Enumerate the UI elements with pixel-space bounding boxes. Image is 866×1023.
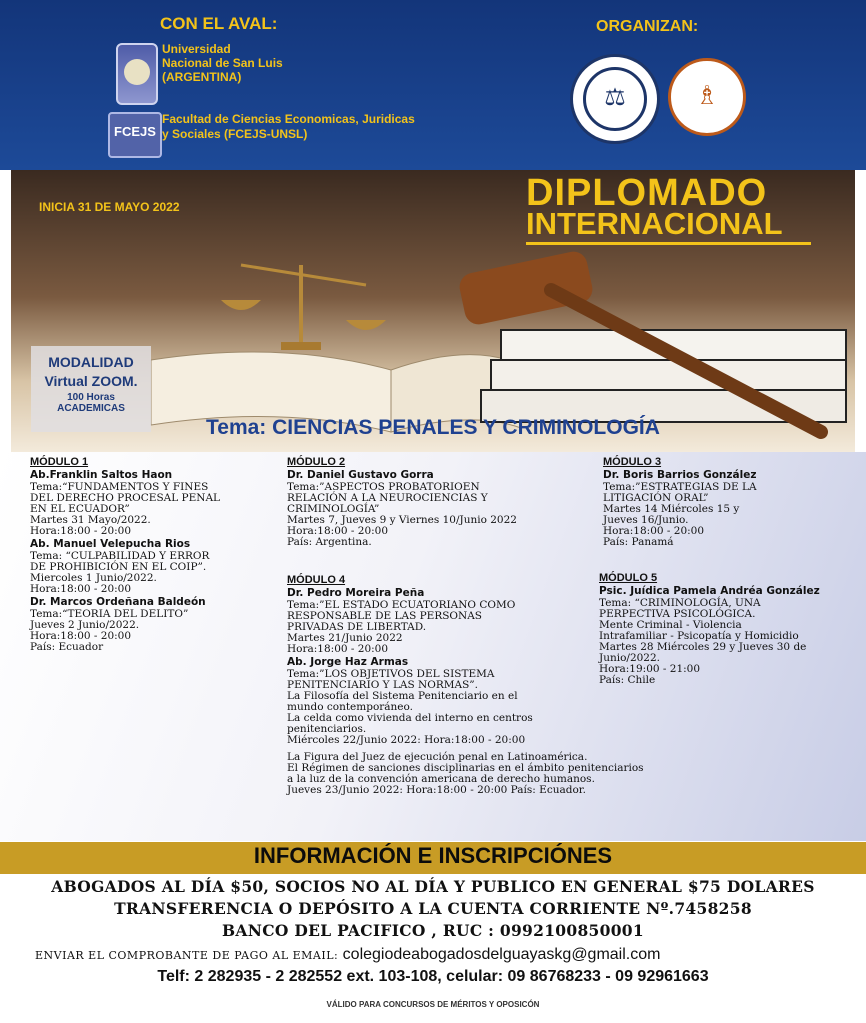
title-diplomado: DIPLOMADO bbox=[526, 172, 768, 214]
course-topic: Tema: CIENCIAS PENALES Y CRIMINOLOGÍA bbox=[206, 416, 660, 439]
speaker-name: Ab.Franklin Saltos Haon bbox=[30, 469, 173, 481]
session-detail: Hora:18:00 - 20:00 bbox=[30, 525, 132, 537]
fcejs-line: y Sociales (FCEJS-UNSL) bbox=[162, 127, 308, 141]
session-detail: RESPONSABLE DE LAS PERSONAS bbox=[287, 610, 482, 622]
unsl-line: Universidad bbox=[162, 42, 231, 56]
session-detail: País: Argentina. bbox=[287, 536, 372, 548]
session-detail: Jueves 23/Junio 2022: Hora:18:00 - 20:00 País: Ecuador. bbox=[287, 784, 586, 796]
start-date: INICIA 31 DE MAYO 2022 bbox=[39, 200, 180, 214]
session-detail: El Régimen de sanciones disciplinarias en el ámbito penitenciarios bbox=[287, 762, 644, 774]
module-title: MÓDULO 4 bbox=[287, 574, 346, 586]
session-detail: mundo contemporáneo. bbox=[287, 701, 413, 713]
session-detail: Jueves 16/Junio. bbox=[603, 514, 689, 526]
session-detail: Mente Criminal - Violencia bbox=[599, 619, 742, 631]
session-detail: Martes 28 Miércoles 29 y Jueves 30 de bbox=[599, 641, 807, 653]
info-title: INFORMACIÓN E INSCRIPCIÓNES bbox=[253, 843, 613, 868]
session-detail: PRIVADAS DE LIBERTAD. bbox=[287, 621, 427, 633]
modality-mode: Virtual ZOOM. bbox=[44, 373, 138, 389]
module-title: MÓDULO 5 bbox=[599, 572, 658, 584]
unsl-line: Nacional de San Luis bbox=[162, 56, 283, 70]
modality-hours: 100 Horas bbox=[67, 392, 115, 403]
module-title: MÓDULO 3 bbox=[603, 456, 662, 468]
session-detail: La Figura del Juez de ejecución penal en Latinoamérica. bbox=[287, 751, 588, 763]
colegio-abogados-seal bbox=[570, 54, 660, 144]
session-detail: Junio/2022. bbox=[599, 652, 661, 664]
bank-account-line: TRANSFERENCIA O DEPÓSITO A LA CUENTA CORRIENTE Nº.7458258 bbox=[114, 899, 752, 918]
speaker-name: Ab. Jorge Haz Armas bbox=[287, 656, 409, 668]
session-detail: Intrafamiliar - Psicopatía y Homicidio bbox=[599, 630, 799, 642]
session-detail: La celda como vivienda del interno en centros bbox=[287, 712, 533, 724]
speaker-name: Dr. Daniel Gustavo Gorra bbox=[287, 469, 434, 481]
organizers-title: ORGANIZAN: bbox=[596, 18, 699, 35]
session-detail: RELACIÓN A LA NEUROCIENCIAS Y bbox=[287, 492, 488, 504]
validity-note: VÁLIDO PARA CONCURSOS DE MÉRITOS Y OPOSICÓN bbox=[326, 1000, 540, 1009]
session-detail: Martes 31 Mayo/2022. bbox=[30, 514, 151, 526]
session-detail: Hora:18:00 - 20:00 bbox=[30, 583, 132, 595]
modality-hours-unit: ACADEMICAS bbox=[57, 403, 125, 414]
bank-ruc-line: BANCO DEL PACIFICO , RUC : 0992100850001 bbox=[222, 921, 644, 940]
module-title: MÓDULO 1 bbox=[30, 456, 89, 468]
session-detail: DE PROHIBICIÓN EN EL COIP”. bbox=[30, 561, 207, 573]
session-detail: País: Panamá bbox=[603, 536, 674, 548]
session-detail: Jueves 2 Junio/2022. bbox=[30, 619, 140, 631]
session-detail: DEL DERECHO PROCESAL PENAL bbox=[30, 492, 221, 504]
phone-numbers: Telf: 2 282935 - 2 282552 ext. 103-108, celular: 09 86768233 - 09 92961663 bbox=[157, 968, 709, 985]
unsl-logo bbox=[116, 43, 158, 105]
modality-box bbox=[31, 346, 151, 432]
email-link[interactable]: colegiodeabogadosdelguayaskg@gmail.com bbox=[338, 946, 661, 963]
unsl-line: (ARGENTINA) bbox=[162, 70, 242, 84]
pricing-block bbox=[0, 876, 866, 942]
session-detail: EN EL ECUADOR” bbox=[30, 503, 130, 515]
session-detail: Martes 14 Miércoles 15 y bbox=[603, 503, 740, 515]
fungl-seal bbox=[668, 58, 746, 136]
speaker-name: Dr. Pedro Moreira Peña bbox=[287, 587, 425, 599]
session-detail: Martes 21/Junio 2022 bbox=[287, 632, 403, 644]
email-row bbox=[35, 946, 835, 964]
session-detail: País: Ecuador bbox=[30, 641, 104, 653]
email-label: ENVIAR EL COMPROBANTE DE PAGO AL EMAIL: bbox=[35, 949, 339, 962]
session-detail: Tema:”EL ESTADO ECUATORIANO COMO bbox=[287, 599, 516, 611]
scales-icon: ⚖ bbox=[583, 67, 647, 131]
session-detail: Miercoles 1 Junio/2022. bbox=[30, 572, 157, 584]
session-detail: Tema:”LOS OBJETIVOS DEL SISTEMA bbox=[287, 668, 495, 680]
unsl-name bbox=[162, 42, 322, 84]
session-detail: PENITENCIARIO Y LAS NORMAS”. bbox=[287, 679, 478, 691]
justice-figure-icon: ♗ bbox=[695, 80, 719, 110]
session-detail: Tema:”ESTRATEGIAS DE LA bbox=[603, 481, 757, 493]
speaker-name: Psic. Juídica Pamela Andréa González bbox=[599, 585, 820, 597]
session-detail: a la luz de la convención americana de derecho humanos. bbox=[287, 773, 595, 785]
speaker-name: Dr. Boris Barrios González bbox=[603, 469, 757, 481]
fcejs-line: Facultad de Ciencias Economicas, Juridicas bbox=[162, 112, 415, 126]
modality-label: MODALIDAD bbox=[48, 354, 134, 370]
session-detail: Miércoles 22/Junio 2022: Hora:18:00 - 20:00 bbox=[287, 734, 526, 746]
session-detail: LITIGACIÓN ORAL” bbox=[603, 492, 709, 504]
hero-banner bbox=[11, 170, 855, 452]
session-detail: Tema:“FUNDAMENTOS Y FINES bbox=[30, 481, 209, 493]
session-detail: penitenciarios. bbox=[287, 723, 367, 735]
session-detail: Tema: “CRIMINOLOGÍA, UNA bbox=[599, 597, 761, 609]
aval-title: CON EL AVAL: bbox=[160, 14, 278, 33]
module-1 bbox=[30, 457, 275, 653]
speaker-name: Dr. Marcos Ordeñana Baldeón bbox=[30, 596, 206, 608]
session-detail: CRIMINOLOGÍA” bbox=[287, 503, 380, 515]
title-underline bbox=[526, 242, 811, 245]
module-5 bbox=[599, 573, 861, 686]
session-detail: Hora:18:00 - 20:00 bbox=[30, 630, 132, 642]
session-detail: País: Chile bbox=[599, 674, 656, 686]
module-title: MÓDULO 2 bbox=[287, 456, 346, 468]
session-detail: Tema:“TEORIA DEL DELITO” bbox=[30, 608, 189, 620]
session-detail: La Filosofía del Sistema Penitenciario en el bbox=[287, 690, 518, 702]
fcejs-logo: FCEJS bbox=[108, 112, 162, 158]
module-3 bbox=[603, 457, 803, 548]
session-detail: Tema: “CULPABILIDAD Y ERROR bbox=[30, 550, 210, 562]
session-detail: Hora:18:00 - 20:00 bbox=[287, 525, 389, 537]
title-internacional: INTERNACIONAL bbox=[526, 206, 783, 241]
session-detail: Martes 7, Jueves 9 y Viernes 10/Junio 2022 bbox=[287, 514, 517, 526]
session-detail: Tema:”ASPECTOS PROBATORIOEN bbox=[287, 481, 480, 493]
speaker-name: Ab. Manuel Velepucha Rios bbox=[30, 538, 191, 550]
session-detail: Hora:19:00 - 21:00 bbox=[599, 663, 701, 675]
session-detail: Hora:18:00 - 20:00 bbox=[287, 643, 389, 655]
session-detail: Hora:18:00 - 20:00 bbox=[603, 525, 705, 537]
fcejs-name bbox=[162, 112, 482, 142]
pricing-line: ABOGADOS AL DÍA $50, SOCIOS NO AL DÍA Y PUBLICO EN GENERAL $75 DOLARES bbox=[51, 877, 815, 896]
session-detail: PERPECTIVA PSICOLÓGICA. bbox=[599, 608, 756, 620]
module-2 bbox=[287, 457, 587, 548]
